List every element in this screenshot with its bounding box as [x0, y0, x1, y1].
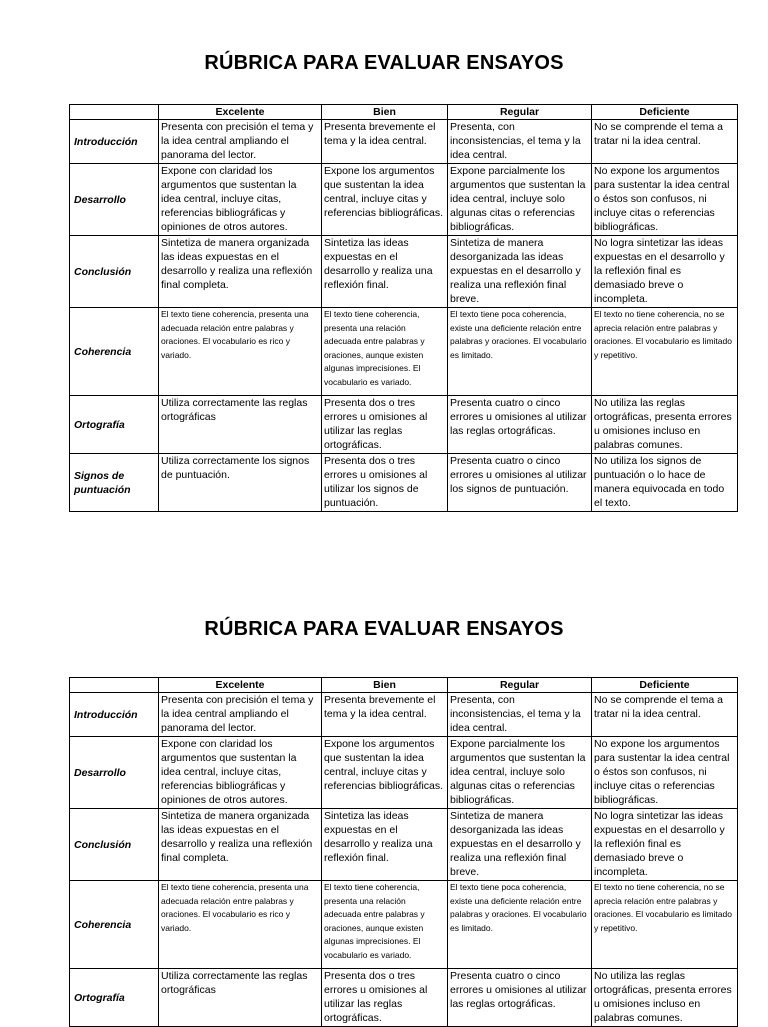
criterion-cell: Desarrollo [70, 737, 159, 809]
table-cell: El texto no tiene coherencia, no se aprecia relación entre palabras y oraciones. El vocabulario es limitado y repetitivo. [592, 308, 738, 396]
table-cell: Expone parcialmente los argumentos que sustentan la idea central, incluye solo algunas citas o referencias bibliográficas. [448, 164, 592, 236]
criterion-cell: Ortografía [70, 396, 159, 454]
criterion-cell: Conclusión [70, 236, 159, 308]
table-cell: Sintetiza de manera desorganizada las ideas expuestas en el desarrollo y realiza una reflexión final breve. [448, 236, 592, 308]
header-regular: Regular [448, 678, 592, 693]
table-cell: El texto tiene coherencia, presenta una adecuada relación entre palabras y oraciones. El vocabulario es rico y variado. [159, 881, 322, 969]
table-cell: El texto tiene coherencia, presenta una adecuada relación entre palabras y oraciones. El vocabulario es rico y variado. [159, 308, 322, 396]
header-criterion [70, 678, 159, 693]
table-cell: Presenta brevemente el tema y la idea central. [322, 120, 448, 164]
header-deficiente: Deficiente [592, 105, 738, 120]
table-cell: No expone los argumentos para sustentar la idea central o éstos son confusos, ni incluye citas o referencias bibliográficas. [592, 737, 738, 809]
table-cell: Presenta cuatro o cinco errores u omisiones al utilizar las reglas ortográficas. [448, 969, 592, 1027]
criterion-cell: Conclusión [70, 809, 159, 881]
table-cell: Sintetiza de manera organizada las ideas expuestas en el desarrollo y realiza una reflexión final completa. [159, 236, 322, 308]
table-row [70, 969, 738, 1027]
table-cell: El texto tiene poca coherencia, existe una deficiente relación entre palabras y oraciones. El vocabulario es limitado. [448, 308, 592, 396]
table-cell: Sintetiza de manera organizada las ideas expuestas en el desarrollo y realiza una reflexión final completa. [159, 809, 322, 881]
table-cell: Sintetiza las ideas expuestas en el desarrollo y realiza una reflexión final. [322, 236, 448, 308]
table-cell: No utiliza las reglas ortográficas, presenta errores u omisiones incluso en palabras comunes. [592, 969, 738, 1027]
table-cell: No se comprende el tema a tratar ni la idea central. [592, 693, 738, 737]
table-row [70, 396, 738, 454]
table-cell: Presenta dos o tres errores u omisiones al utilizar las reglas ortográficas. [322, 969, 448, 1027]
header-deficiente: Deficiente [592, 678, 738, 693]
table-row [70, 737, 738, 809]
table-cell: El texto no tiene coherencia, no se aprecia relación entre palabras y oraciones. El vocabulario es limitado y repetitivo. [592, 881, 738, 969]
table-cell: Expone con claridad los argumentos que sustentan la idea central, incluye citas, referencias bibliográficas y opiniones de otros autores. [159, 164, 322, 236]
header-excelente: Excelente [159, 105, 322, 120]
table-cell: No logra sintetizar las ideas expuestas en el desarrollo y la reflexión final es demasiado breve o incompleta. [592, 809, 738, 881]
table-cell: No utiliza los signos de puntuación o lo hace de manera equivocada en todo el texto. [592, 454, 738, 512]
criterion-cell: Introducción [70, 120, 159, 164]
table-cell: Sintetiza de manera desorganizada las ideas expuestas en el desarrollo y realiza una reflexión final breve. [448, 809, 592, 881]
table-cell: Utiliza correctamente las reglas ortográficas [159, 969, 322, 1027]
table-cell: Presenta, con inconsistencias, el tema y la idea central. [448, 693, 592, 737]
table-cell: No se comprende el tema a tratar ni la idea central. [592, 120, 738, 164]
header-bien: Bien [322, 105, 448, 120]
table-row [70, 236, 738, 308]
table-cell: Expone los argumentos que sustentan la idea central, incluye citas y referencias bibliográficas. [322, 164, 448, 236]
table-cell: Presenta, con inconsistencias, el tema y la idea central. [448, 120, 592, 164]
table-cell: Utiliza correctamente los signos de puntuación. [159, 454, 322, 512]
table-row [70, 881, 738, 969]
table-cell: Utiliza correctamente las reglas ortográficas [159, 396, 322, 454]
table-cell: El texto tiene coherencia, presenta una relación adecuada entre palabras y oraciones, aunque existen algunas imprecisiones. El vocabulario es variado. [322, 881, 448, 969]
table-row [70, 809, 738, 881]
criterion-cell: Coherencia [70, 308, 159, 396]
header-criterion [70, 105, 159, 120]
header-excelente: Excelente [159, 678, 322, 693]
header-regular: Regular [448, 105, 592, 120]
table-cell: Presenta cuatro o cinco errores u omisiones al utilizar las reglas ortográficas. [448, 396, 592, 454]
rubric-table-2 [69, 677, 738, 1027]
table-cell: Presenta dos o tres errores u omisiones al utilizar los signos de puntuación. [322, 454, 448, 512]
table-cell: Expone con claridad los argumentos que sustentan la idea central, incluye citas, referencias bibliográficas y opiniones de otros autores. [159, 737, 322, 809]
table-row [70, 164, 738, 236]
criterion-cell: Coherencia [70, 881, 159, 969]
rubric-table-1 [69, 104, 738, 512]
table-cell: Presenta brevemente el tema y la idea central. [322, 693, 448, 737]
criterion-cell: Ortografía [70, 969, 159, 1027]
table-row [70, 454, 738, 512]
criterion-cell: Signos de puntuación [70, 454, 159, 512]
table-cell: Presenta dos o tres errores u omisiones al utilizar las reglas ortográficas. [322, 396, 448, 454]
header-bien: Bien [322, 678, 448, 693]
table-cell: Presenta con precisión el tema y la idea central ampliando el panorama del lector. [159, 693, 322, 737]
table-cell: Presenta cuatro o cinco errores u omisiones al utilizar los signos de puntuación. [448, 454, 592, 512]
table-row [70, 120, 738, 164]
table-row [70, 693, 738, 737]
header-row [70, 678, 738, 693]
table-cell: Expone parcialmente los argumentos que sustentan la idea central, incluye solo algunas citas o referencias bibliográficas. [448, 737, 592, 809]
table-cell: No utiliza las reglas ortográficas, presenta errores u omisiones incluso en palabras comunes. [592, 396, 738, 454]
table-cell: Expone los argumentos que sustentan la idea central, incluye citas y referencias bibliográficas. [322, 737, 448, 809]
page-title-1: RÚBRICA PARA EVALUAR ENSAYOS [204, 52, 564, 74]
table-cell: No logra sintetizar las ideas expuestas en el desarrollo y la reflexión final es demasiado breve o incompleta. [592, 236, 738, 308]
table-cell: Presenta con precisión el tema y la idea central ampliando el panorama del lector. [159, 120, 322, 164]
table-cell: El texto tiene coherencia, presenta una relación adecuada entre palabras y oraciones, aunque existen algunas imprecisiones. El vocabulario es variado. [322, 308, 448, 396]
header-row [70, 105, 738, 120]
table-cell: Sintetiza las ideas expuestas en el desarrollo y realiza una reflexión final. [322, 809, 448, 881]
table-row [70, 308, 738, 396]
criterion-cell: Introducción [70, 693, 159, 737]
table-cell: El texto tiene poca coherencia, existe una deficiente relación entre palabras y oraciones. El vocabulario es limitado. [448, 881, 592, 969]
page-title-2: RÚBRICA PARA EVALUAR ENSAYOS [204, 618, 564, 640]
table-cell: No expone los argumentos para sustentar la idea central o éstos son confusos, ni incluye citas o referencias bibliográficas. [592, 164, 738, 236]
criterion-cell: Desarrollo [70, 164, 159, 236]
